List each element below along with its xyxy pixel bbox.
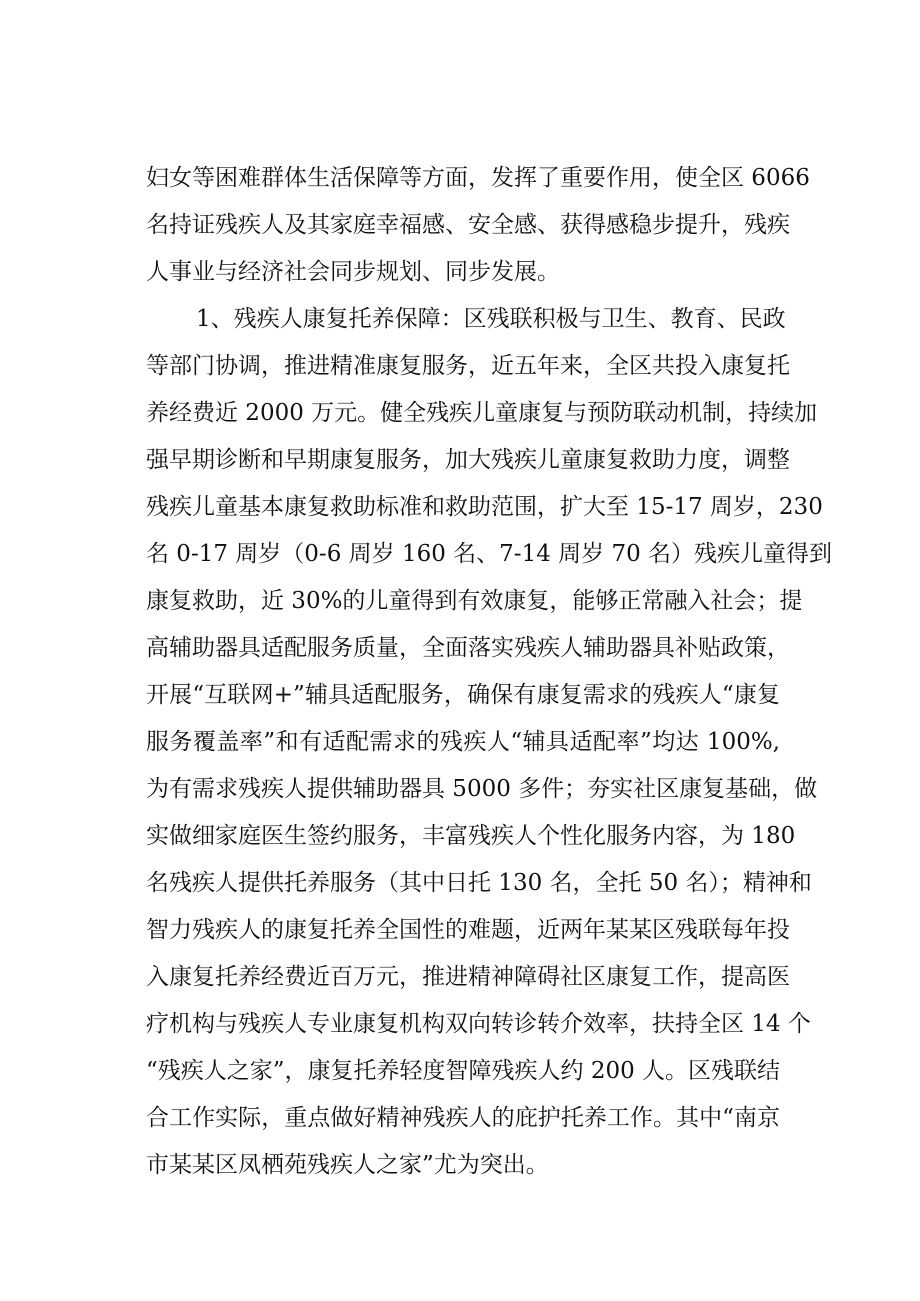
- text-line: 妇女等困难群体生活保障等方面，发挥了重要作用，使全区 6066: [146, 165, 810, 191]
- text-line: 等部门协调，推进精准康复服务，近五年来，全区共投入康复托: [146, 353, 790, 379]
- text-line: 智力残疾人的康复托养全国性的难题，近两年某某区残联每年投: [146, 917, 790, 943]
- text-line: 名 0-17 周岁（0-6 周岁 160 名、7-14 周岁 70 名）残疾儿童得到: [146, 541, 833, 567]
- text-line: 市某某区凤栖苑残疾人之家”尤为突出。: [146, 1152, 549, 1178]
- text-line: 开展“互联网+”辅具适配服务，确保有康复需求的残疾人“康复: [146, 682, 780, 708]
- text-line: 服务覆盖率”和有适配需求的残疾人“辅具适配率”均达 100%,: [146, 729, 780, 755]
- text-line: 入康复托养经费近百万元，推进精神障碍社区康复工作，提高医: [146, 964, 790, 990]
- text-line: 养经费近 2000 万元。健全残疾儿童康复与预防联动机制，持续加: [146, 400, 818, 426]
- text-line: 康复救助，近 30%的儿童得到有效康复，能够正常融入社会；提: [146, 588, 803, 614]
- text-line: 疗机构与残疾人专业康复机构双向转诊转介效率，扶持全区 14 个: [146, 1011, 811, 1037]
- text-line: 为有需求残疾人提供辅助器具 5000 多件；夯实社区康复基础，做: [146, 776, 818, 802]
- text-line: 人事业与经济社会同步规划、同步发展。: [146, 259, 560, 285]
- text-line: “残疾人之家”，康复托养轻度智障残疾人约 200 人。区残联结: [146, 1058, 781, 1084]
- text-line: 1、残疾人康复托养保障：区残联积极与卫生、教育、民政: [196, 306, 786, 332]
- text-line: 强早期诊断和早期康复服务，加大残疾儿童康复救助力度，调整: [146, 447, 790, 473]
- text-line: 实做细家庭医生签约服务，丰富残疾人个性化服务内容，为 180: [146, 823, 796, 849]
- text-line: 高辅助器具适配服务质量，全面落实残疾人辅助器具补贴政策，: [146, 635, 790, 661]
- text-line: 名残疾人提供托养服务（其中日托 130 名，全托 50 名）；精神和: [146, 870, 812, 896]
- text-line: 残疾儿童基本康复救助标准和救助范围，扩大至 15-17 周岁，230: [146, 494, 823, 520]
- text-line: 名持证残疾人及其家庭幸福感、安全感、获得感稳步提升，残疾: [146, 212, 790, 238]
- text-line: 合工作实际，重点做好精神残疾人的庇护托养工作。其中“南京: [146, 1105, 780, 1131]
